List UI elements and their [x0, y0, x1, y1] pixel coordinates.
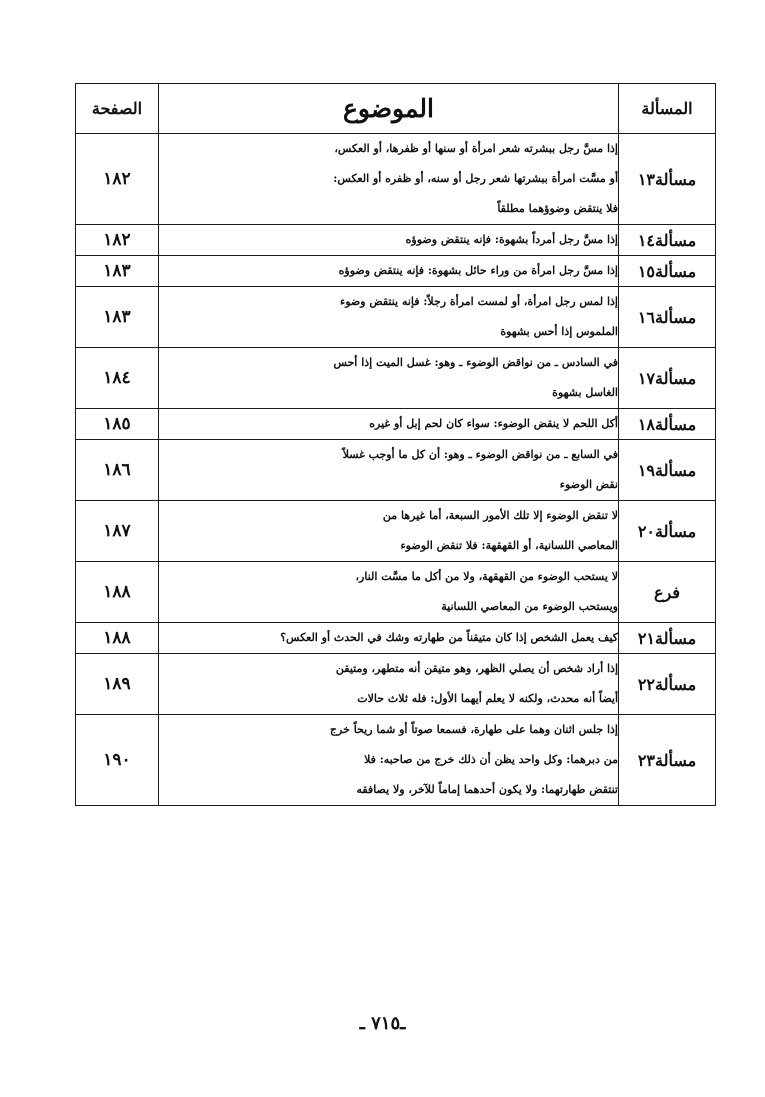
- table-row: [76, 562, 716, 623]
- masala-cell: مسألة١٤: [619, 225, 716, 256]
- topic-line: نقض الوضوء: [559, 478, 618, 491]
- page-cell: ١٨٣: [76, 287, 159, 348]
- topic-line: إذا أراد شخص أن يصلي الظهر، وهو متيقن أنه متطهر، ومتيقن: [335, 662, 618, 675]
- masala-cell: مسألة٢٠: [619, 501, 716, 562]
- topic-line: في السابع ـ من نواقض الوضوء ـ وهو: أن كل ما أوجب غسلاً: [342, 448, 618, 461]
- table-row: [76, 501, 716, 562]
- header-topic: الموضوع: [159, 84, 619, 134]
- topic-cell: [159, 562, 619, 623]
- table-row: [76, 715, 716, 806]
- page-cell: ١٨٤: [76, 348, 159, 409]
- topic-line: إذا لمس رجل امرأة، أو لمست امرأة رجلاً: فإنه ينتقض وضوء: [340, 295, 618, 308]
- topic-cell: [159, 287, 619, 348]
- topic-line: أكل اللحم لا ينقض الوضوء: سواء كان لحم إبل أو غيره: [369, 417, 618, 430]
- table-header: [76, 84, 716, 134]
- topic-line: تنتقض طهارتهما: ولا يكون أحدهما إماماً للآخر، ولا يصافقه: [356, 783, 618, 796]
- table-body: [76, 134, 716, 806]
- table-row: [76, 409, 716, 440]
- topic-cell: [159, 409, 619, 440]
- header-page: الصفحة: [76, 84, 159, 134]
- topic-cell: [159, 623, 619, 654]
- masala-cell: مسألة١٦: [619, 287, 716, 348]
- table-row: [76, 623, 716, 654]
- topic-line: الغاسل بشهوة: [552, 386, 618, 399]
- topic-cell: [159, 440, 619, 501]
- index-table: [75, 83, 716, 806]
- masala-cell: مسألة١٧: [619, 348, 716, 409]
- table-row: [76, 440, 716, 501]
- topic-line: فلا ينتقض وضوؤهما مطلقاً: [497, 202, 618, 215]
- page-cell: ١٨٥: [76, 409, 159, 440]
- topic-line: في السادس ـ من نواقض الوضوء ـ وهو: غسل الميت إذا أحس: [333, 356, 618, 369]
- table-row: [76, 654, 716, 715]
- page-cell: ١٨٣: [76, 256, 159, 287]
- page-cell: ١٨٢: [76, 225, 159, 256]
- topic-line: إذا جلس اثنان وهما على طهارة، فسمعا صوتاً أو شما ريحاً خرج: [329, 723, 618, 736]
- masala-cell: فرع: [619, 562, 716, 623]
- table-row: [76, 134, 716, 225]
- topic-cell: [159, 256, 619, 287]
- topic-line: لا يستحب الوضوء من القهقهة، ولا من أكل ما مسَّت النار،: [355, 570, 618, 583]
- page-cell: ١٨٨: [76, 623, 159, 654]
- masala-cell: مسألة١٣: [619, 134, 716, 225]
- topic-line: أو مسَّت امرأة ببشرتها شعر رجل أو سنه، أو ظفره أو العكس:: [333, 172, 618, 185]
- masala-cell: مسألة٢١: [619, 623, 716, 654]
- topic-line: كيف يعمل الشخص إذا كان متيقناً من طهارته وشك في الحدث أو العكس؟: [280, 631, 618, 644]
- topic-cell: [159, 348, 619, 409]
- topic-cell: [159, 134, 619, 225]
- topic-line: الملموس إذا أحس بشهوة: [500, 325, 618, 338]
- masala-cell: مسألة٢٢: [619, 654, 716, 715]
- masala-cell: مسألة١٨: [619, 409, 716, 440]
- page-cell: ١٨٦: [76, 440, 159, 501]
- table-row: [76, 225, 716, 256]
- topic-line: ويستحب الوضوء من المعاصي اللسانية: [441, 600, 618, 613]
- topic-line: إذا مسَّ رجل أمرداً بشهوة: فإنه ينتقض وضوؤه: [405, 233, 618, 246]
- page-cell: ١٨٨: [76, 562, 159, 623]
- header-row: [76, 84, 716, 134]
- topic-line: إذا مسَّ رجل ببشرته شعر امرأة أو سنها أو ظفرها، أو العكس،: [334, 142, 618, 155]
- table-row: [76, 256, 716, 287]
- table-row: [76, 348, 716, 409]
- masala-cell: مسألة١٩: [619, 440, 716, 501]
- topic-line: من دبرهما: وكل واحد يظن أن ذلك خرج من صاحبه: فلا: [364, 753, 618, 766]
- page-cell: ١٨٧: [76, 501, 159, 562]
- topic-cell: [159, 225, 619, 256]
- page-cell: ١٩٠: [76, 715, 159, 806]
- topic-line: لا تنقض الوضوء إلا تلك الأمور السبعة، أما غيرها من: [382, 509, 618, 522]
- topic-line: إذا مسَّ رجل امرأة من وراء حائل بشهوة: فإنه ينتقض وضوؤه: [338, 264, 618, 277]
- topic-cell: [159, 715, 619, 806]
- masala-cell: مسألة٢٣: [619, 715, 716, 806]
- table-row: [76, 287, 716, 348]
- topic-cell: [159, 654, 619, 715]
- page-cell: ١٨٢: [76, 134, 159, 225]
- topic-cell: [159, 501, 619, 562]
- topic-line: المعاصي اللسانية، أو القهقهة: فلا تنقض الوضوء: [400, 539, 618, 552]
- page-number: ـ٧١٥ ـ: [359, 1013, 406, 1034]
- topic-line: أيضاً أنه محدث، ولكنه لا يعلم أيهما الأول: فله ثلاث حالات: [357, 692, 618, 705]
- header-masala: المسألة: [619, 84, 716, 134]
- masala-cell: مسألة١٥: [619, 256, 716, 287]
- page-cell: ١٨٩: [76, 654, 159, 715]
